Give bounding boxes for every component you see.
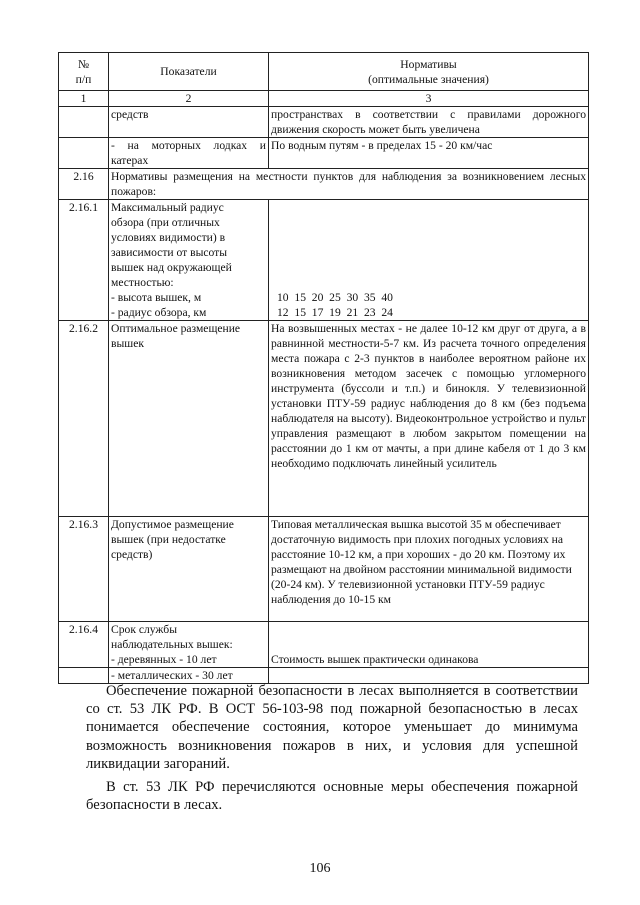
row-indicator: Оптимальное размещение вышек	[109, 321, 269, 517]
norms-table	[58, 52, 589, 684]
indicator-line: зависимости от высоты	[111, 246, 228, 259]
indicator-line: Максимальный радиус	[111, 201, 224, 214]
header-norms: Нормативы (оптимальные значения)	[269, 53, 589, 91]
table-header-row	[59, 53, 589, 91]
row-norm	[269, 200, 589, 321]
indicator-line: - деревянных - 10 лет	[111, 653, 217, 666]
row-num-empty	[59, 107, 109, 138]
page-number: 106	[309, 861, 331, 876]
row-num: 2.16.3	[59, 517, 109, 622]
table-row	[59, 517, 589, 622]
index-cell-3: 3	[269, 91, 589, 107]
view-radii: 12 15 17 19 21 23 24	[277, 306, 393, 319]
row-norm: Стоимость вышек практически одинакова	[269, 622, 589, 668]
table-row	[59, 321, 589, 517]
row-num: 2.16.4	[59, 622, 109, 668]
table-row	[59, 107, 589, 138]
body-paragraph-1	[86, 682, 578, 773]
row-norm: На возвышенных местах - не далее 10-12 км друг от друга, а в равнинной местности-5-7 км. Из расчета точного определения места пожара с 2-3 пунктов в наиболее вероятном районе их возникновения методом засечек с помощью угломерного инструмента (буссоли и т.п.) и бинокля. У телевизионной установки ПТУ-59 радиус наблюдения до 8 км (без подъема наблюдателя на высоту). Видеоконтрольное устройство и пульт управления размещают в любом закрытом помещении на расстоянии до 1 км от мачты, а при длине кабеля от 1 до 3 км необходимо подключать линейный усилитель	[269, 321, 589, 517]
row-indicator	[109, 622, 269, 668]
indicator-line: обзора (при отличных	[111, 216, 220, 229]
table-index-row	[59, 91, 589, 107]
indicator-line: местностью:	[111, 276, 174, 289]
row-num-empty	[59, 138, 109, 169]
indicator-line: - радиус обзора, км	[111, 306, 207, 319]
row-norm: По водным путям - в пределах 15 - 20 км/час	[269, 138, 589, 169]
header-num: № п/п	[59, 53, 109, 91]
index-cell-1: 1	[59, 91, 109, 107]
row-norm: Типовая металлическая вышка высотой 35 м обеспечивает достаточную видимость при плохих погодных условиях на расстояние 10-12 км, а при хороших - до 20 км. Поэтому их размещают на двойном расстоянии минимальной видимости (20-24 км). У телевизионной установки ПТУ-59 радиус наблюдения до 10-15 км	[269, 517, 589, 622]
table-row	[59, 200, 589, 321]
indicator-line: наблюдательных вышек:	[111, 638, 233, 651]
tower-heights: 10 15 20 25 30 35 40	[277, 291, 393, 304]
indicator-line: вышек над окружающей	[111, 261, 232, 274]
row-section-heading: Нормативы размещения на местности пунктов для наблюдения за возникновением лесных пожаров:	[109, 169, 589, 200]
row-norm: пространствах в соответствии с правилами дорожного движения скорость может быть увеличена	[269, 107, 589, 138]
header-indicator: Показатели	[109, 53, 269, 91]
row-num: 2.16.1	[59, 200, 109, 321]
indicator-line: Срок службы	[111, 623, 177, 636]
indicator-line: условиях видимости) в	[111, 231, 226, 244]
table-row	[59, 169, 589, 200]
paragraph-text: В ст. 53 ЛК РФ перечисляются основные меры обеспечения пожарной безопасности в лесах.	[86, 779, 578, 814]
body-paragraph-2	[86, 778, 578, 814]
row-indicator: Допустимое размещение вышек (при недостатке средств)	[109, 517, 269, 622]
row-num: 2.16	[59, 169, 109, 200]
row-indicator: - металлических - 30 лет	[109, 668, 269, 684]
indicator-line: - высота вышек, м	[111, 291, 202, 304]
index-cell-2: 2	[109, 91, 269, 107]
row-num: 2.16.2	[59, 321, 109, 517]
row-indicator: - на моторных лодках и катерах	[109, 138, 269, 169]
table-row	[59, 622, 589, 668]
row-indicator	[109, 200, 269, 321]
paragraph-text: Обеспечение пожарной безопасности в лесах выполняется в соответствии со ст. 53 ЛК РФ. В ОСТ 56-103-98 под пожарной безопасностью в лесах понимается обеспечение состояния, которое уменьшает до минимума возможность возникновения пожаров в них, и условия для успешной ликвидации загораний.	[86, 683, 578, 772]
table-row	[59, 138, 589, 169]
row-indicator: средств	[109, 107, 269, 138]
